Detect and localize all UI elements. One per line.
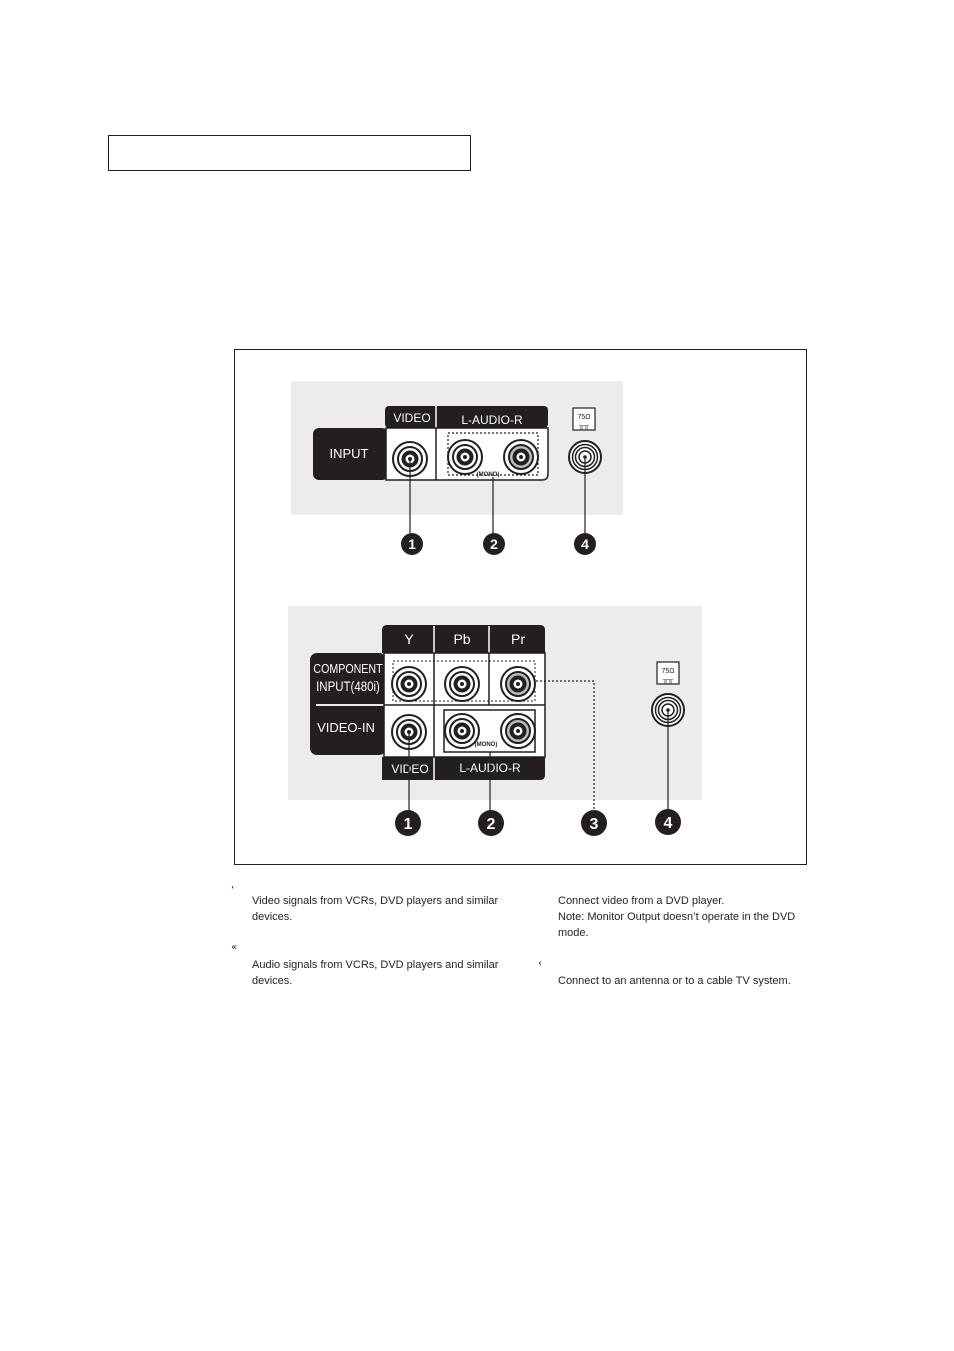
top-callout-2 xyxy=(483,533,505,555)
top-connection-panel xyxy=(291,381,623,555)
svg-text:4: 4 xyxy=(581,536,589,552)
y-label: Y xyxy=(404,631,414,647)
bottom-callout-1 xyxy=(395,810,421,836)
bottom-connection-panel xyxy=(288,606,702,836)
component-pb-jack xyxy=(445,667,479,701)
bottom-mono-label: (MONO) xyxy=(474,742,498,748)
item3-line3: mode. xyxy=(558,927,589,939)
item1-description xyxy=(252,893,498,925)
item2-marker: « xyxy=(231,942,238,953)
item4-marker: ‹ xyxy=(538,958,542,969)
svg-text:2: 2 xyxy=(486,816,496,833)
bottom-audio-label: L-AUDIO-R xyxy=(459,761,521,775)
svg-text:1: 1 xyxy=(403,816,413,833)
item4-line1: Connect to an antenna or to a cable TV system. xyxy=(558,975,791,987)
item2-line1: Audio signals from VCRs, DVD players and similar xyxy=(252,959,499,971)
top-audio-right-jack xyxy=(504,440,538,474)
item1-line1: Video signals from VCRs, DVD players and similar xyxy=(252,895,499,907)
top-audio-label: L-AUDIO-R xyxy=(461,413,523,427)
antenna-symbol-icon: ╥╥ xyxy=(663,677,673,684)
top-video-label: VIDEO xyxy=(393,411,431,425)
top-antenna-label: 75Ω xyxy=(577,414,591,421)
antenna-symbol-icon: ╥╥ xyxy=(579,423,589,430)
item1-line2: devices. xyxy=(252,911,293,923)
item3-line1: Connect video from a DVD player. xyxy=(558,895,725,907)
pr-label: Pr xyxy=(511,631,525,647)
svg-text:4: 4 xyxy=(663,815,673,832)
top-callout-4 xyxy=(574,533,596,555)
item2-line2: devices. xyxy=(252,975,293,987)
top-audio-left-jack xyxy=(448,440,482,474)
component-pr-jack xyxy=(501,667,535,701)
top-mono-label: (MONO) xyxy=(476,472,500,478)
item3-description xyxy=(558,893,795,941)
item2-description xyxy=(252,957,498,989)
svg-text:2: 2 xyxy=(490,536,498,552)
component-label-line2: INPUT(480i) xyxy=(316,677,380,695)
bottom-callout-3 xyxy=(581,810,607,836)
input-label: INPUT xyxy=(329,446,369,461)
item3-line2: Note: Monitor Output doesn’t operate in the DVD xyxy=(558,911,796,923)
video-in-label: VIDEO-IN xyxy=(317,720,375,735)
bottom-video-label: VIDEO xyxy=(391,762,429,776)
bottom-callout-4 xyxy=(655,809,681,835)
item1-marker: ‘ xyxy=(231,885,235,896)
component-y-jack xyxy=(392,667,426,701)
top-callout-1 xyxy=(401,533,423,555)
component-label-line1: COMPONENT xyxy=(313,660,383,677)
item4-description xyxy=(558,973,791,989)
svg-text:3: 3 xyxy=(589,816,599,833)
pb-label: Pb xyxy=(453,631,471,647)
svg-text:1: 1 xyxy=(408,536,416,552)
bottom-antenna-label: 75Ω xyxy=(661,668,675,675)
bottom-audio-right-jack xyxy=(501,714,535,748)
bottom-callout-2 xyxy=(478,810,504,836)
